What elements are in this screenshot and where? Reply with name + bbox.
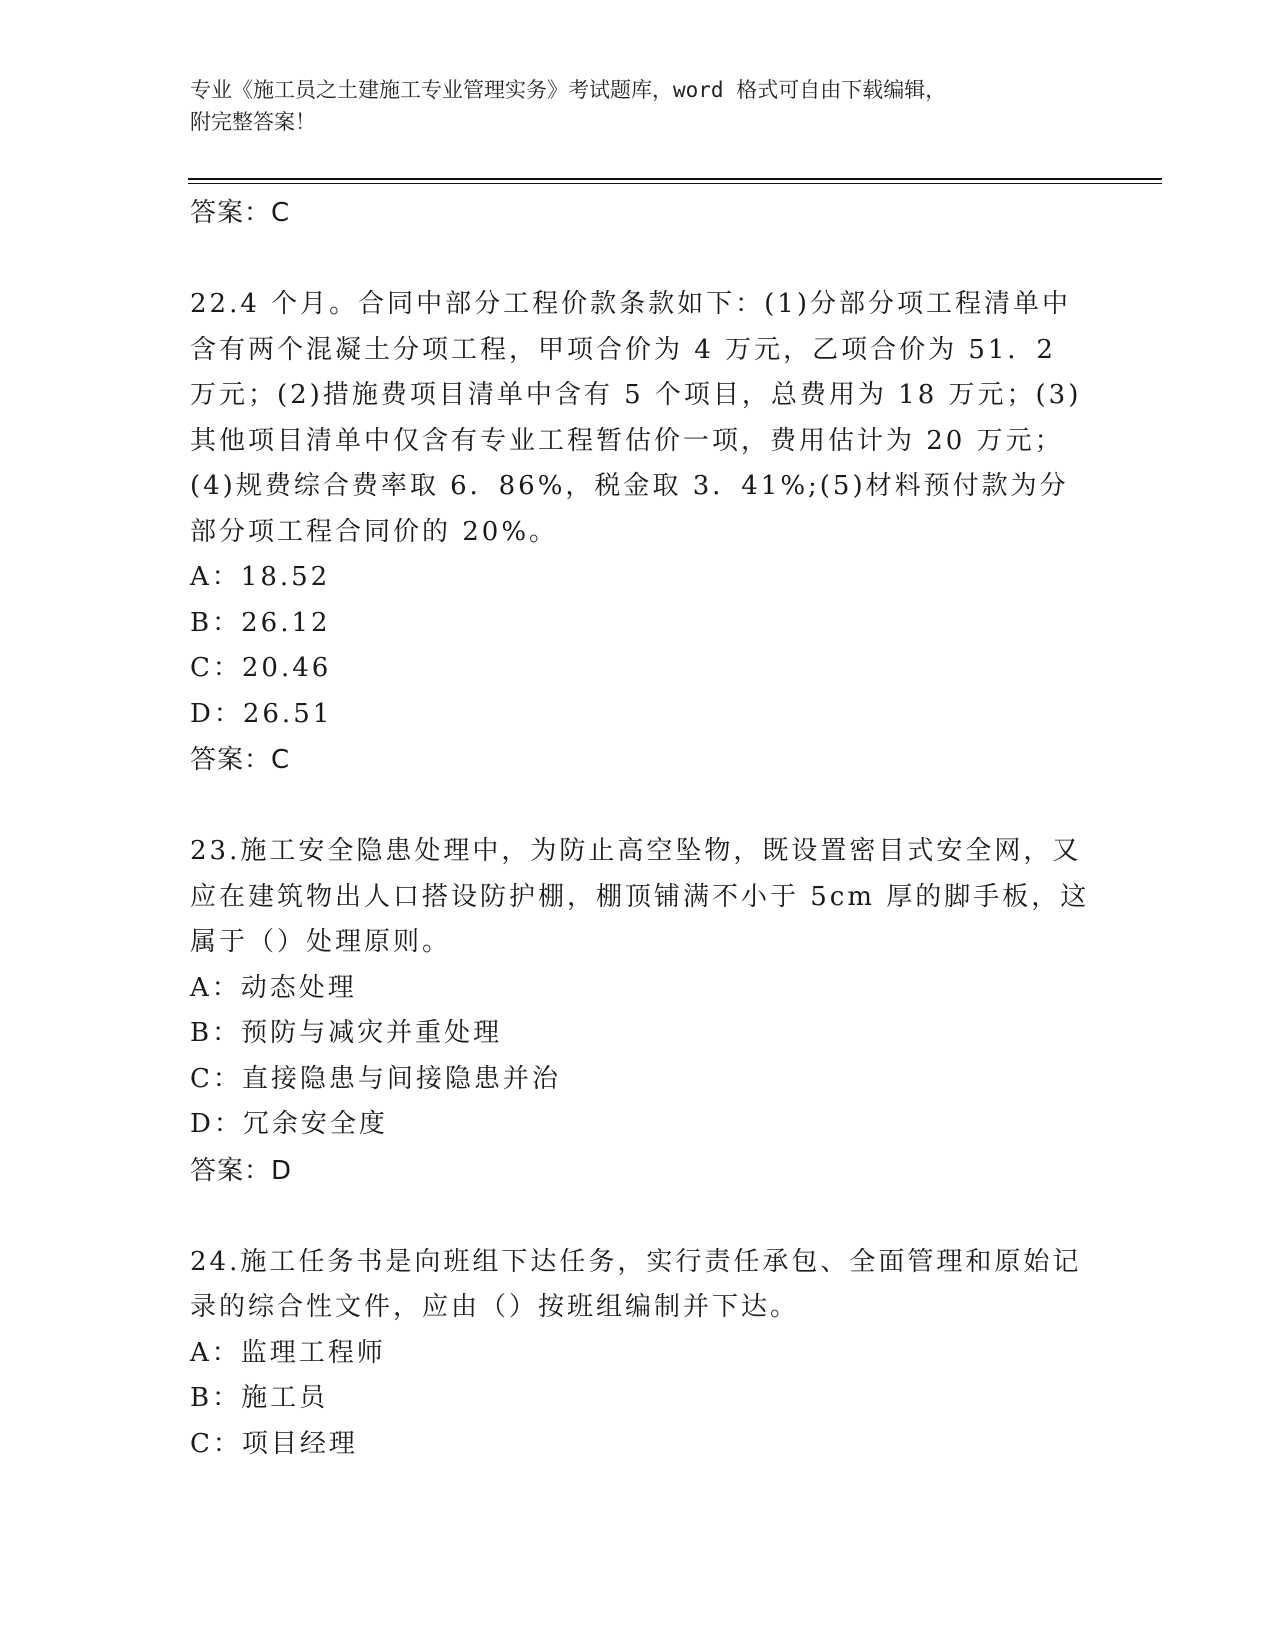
- option-c: C：20.46: [190, 653, 332, 683]
- question-22: [190, 282, 1090, 783]
- header-rule-thick: [188, 178, 1162, 180]
- option-d: D：26.51: [190, 698, 333, 729]
- document-header: [190, 74, 1070, 138]
- question-list: [190, 190, 1090, 1467]
- option-a: A：18.52: [190, 562, 331, 592]
- question-stem: 23.施工安全隐患处理中，为防止高空坠物，既设置密目式安全网，又应在建筑物出人口搭设防护棚，棚顶铺满不小于 5cm 厚的脚手板，这属于（）处理原则。: [190, 836, 1090, 957]
- header-rule-thin: [188, 183, 1162, 184]
- option-b: B：施工员: [190, 1383, 329, 1413]
- question-stem: 22.4 个月。合同中部分工程价款条款如下：(1)分部分项工程清单中含有两个混凝土分项工程，甲项合价为 4 万元，乙项合价为 51．2 万元；(2)措施费项目清单中含有 5 个项目，总费用为 18 万元；(3)其他项目清单中仅含有专业工程暂估价一项，费用估计为 20 万元；(4)规费综合费率取 6．86%，税金取 3．41%;(5)材料预付款为分部分项工程合同价的 20%。: [190, 289, 1082, 547]
- header-line-1: 专业《施工员之土建施工专业管理实务》考试题库，word 格式可自由下载编辑，: [190, 78, 947, 102]
- question-24: [190, 1240, 1090, 1468]
- answer-line: 答案：C: [190, 745, 291, 775]
- question-stem: 24.施工任务书是向班组下达任务，实行责任承包、全面管理和原始记录的综合性文件，应由（）按班组编制并下达。: [190, 1246, 1082, 1322]
- option-a: A：监理工程师: [190, 1337, 386, 1368]
- header-line-2: 附完整答案！: [190, 110, 316, 134]
- option-c: C：直接隐患与间接隐患并治: [190, 1063, 561, 1094]
- question-23: [190, 829, 1090, 1194]
- option-b: B：26.12: [190, 607, 331, 638]
- answer-line: 答案：C: [190, 198, 291, 228]
- answer-line: 答案：D: [190, 1155, 293, 1186]
- option-d: D：冗余安全度: [190, 1109, 388, 1139]
- option-c: C：项目经理: [190, 1428, 358, 1459]
- option-a: A：动态处理: [190, 972, 357, 1003]
- option-b: B：预防与减灾并重处理: [190, 1018, 503, 1048]
